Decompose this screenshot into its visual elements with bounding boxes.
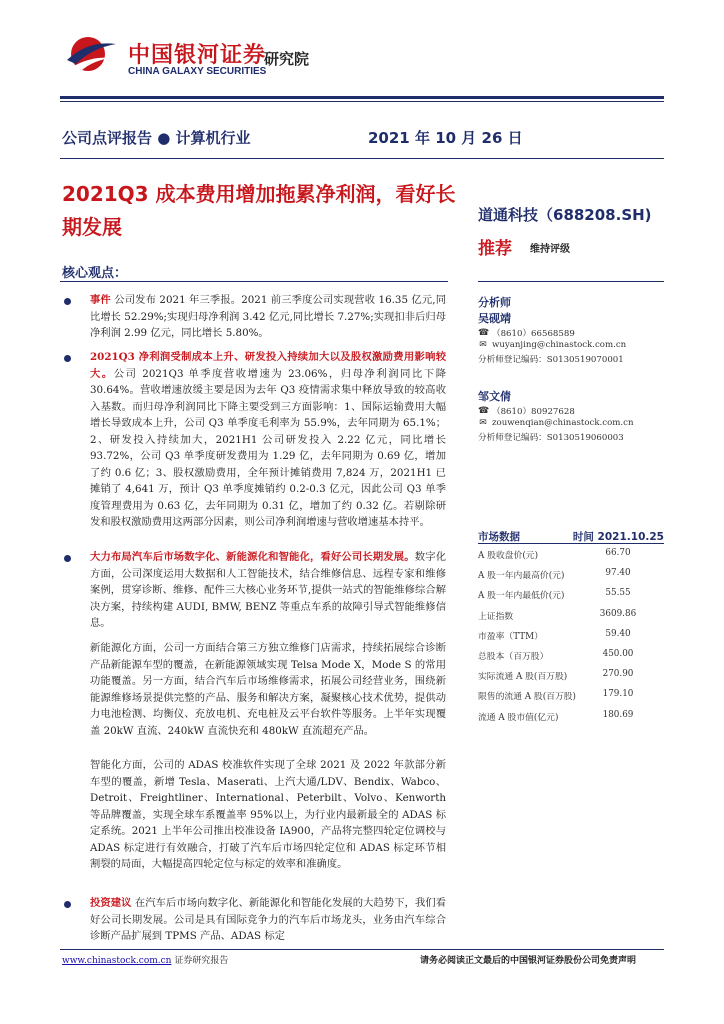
- report-type: 公司点评报告 ● 计算机行业: [62, 129, 251, 147]
- phone-icon: ☎: [478, 328, 490, 338]
- market-row: [478, 669, 664, 688]
- analyst-email: ✉ wuyanjing@chinastock.com.cn: [479, 340, 627, 350]
- market-row-label: A 股一年内最高价(元): [478, 571, 565, 582]
- phone-icon: ☎: [478, 406, 490, 416]
- market-row: [478, 548, 664, 567]
- analyst-email: ✉ zouwenqian@chinastock.com.cn: [479, 418, 634, 428]
- bullet-icon: [64, 298, 71, 305]
- market-row-label: 总股本（百万股）: [478, 652, 549, 662]
- market-row-label: A 股收盘价(元): [478, 551, 538, 561]
- market-row-label: A 股一年内最低价(元): [478, 591, 565, 602]
- market-row-value: 180.69: [602, 709, 634, 720]
- header-rule-thin: [60, 101, 664, 102]
- stock-name: 道通科技（688208.SH): [478, 206, 652, 224]
- market-row-value: 179.10: [602, 689, 634, 700]
- market-data-title: 市场数据: [478, 531, 520, 543]
- point-invest: 投资建议 在汽车后市场向数字化、新能源化和智能化发展的大趋势下，我们看好公司长期发展。公司是具有国际竞争力的汽车后市场龙头，业务由汽车综合诊断产品扩展到 TPMS 产品、ADAS 标定: [90, 897, 446, 942]
- market-row-label: 上证指数: [478, 611, 514, 622]
- market-row-value: 450.00: [602, 649, 634, 659]
- brand-name-en: CHINA GALAXY SECURITIES: [128, 66, 267, 77]
- market-row: [478, 568, 664, 587]
- analyst-name: 吴砚靖: [478, 312, 511, 325]
- research-dept: 研究院: [264, 50, 310, 68]
- brand-name-cn: 中国银河证券: [128, 43, 267, 68]
- market-divider: [478, 543, 664, 544]
- email-icon: ✉: [479, 418, 487, 428]
- market-row: [478, 609, 664, 628]
- market-row-value: 97.40: [605, 568, 631, 579]
- core-views-label: 核心观点：: [62, 266, 128, 281]
- market-row: [478, 629, 664, 648]
- market-row-label: 市盈率（TTM）: [478, 631, 543, 642]
- core-divider: [60, 281, 448, 282]
- market-row-label: 实际流通 A 股(百万股): [478, 672, 568, 683]
- analyst-reg: 分析师登记编码：S0130519070001: [478, 355, 624, 365]
- point-layout: 大力布局汽车后市场数字化、新能源化和智能化，看好公司长期发展。数字化方面，公司深度运用大数据和人工智能技术，结合维修信息、远程专家和维修案例，贯穿诊断、维修、配件三大核心业务环节,提供一站式的智能维修综合解决方案，持续构建 AUDI, BMW, BENZ 等重点车系的故障引导式智能维修信息。: [90, 551, 446, 629]
- sidebar-divider: [478, 281, 664, 282]
- market-row: [478, 710, 664, 729]
- market-row-value: 66.70: [605, 548, 631, 558]
- footer-disclaimer: 请务必阅读正文最后的中国银河证券股份公司免责声明: [420, 956, 637, 966]
- market-row-label: 流通 A 股市值(亿元): [478, 712, 559, 723]
- analyst-phone: ☎ （8610）80927628: [478, 406, 575, 417]
- analyst-reg: 分析师登记编码：S0130519060003: [478, 433, 624, 443]
- market-row-value: 59.40: [605, 628, 631, 639]
- analyst-phone: ☎ （8610）66568589: [478, 328, 575, 339]
- footer-left: www.chinastock.com.cn 证券研究报告: [62, 956, 229, 966]
- point-new-energy: 新能源化方面，公司一方面结合第三方独立维修门店需求，持续拓展综合诊断产品新能源车型的覆盖，在新能源领域实现 Telsa Mode X，Mode S 的常用功能覆盖。另一方面，结合汽车后市场维修需求，拓展公司经营业务，围绕新能源维修场景提供完整的产品、服务和解决方案，凝聚核心技术优势，提供动力电池检测、均衡仪、充放电机、充电桩及云平台软件等服务。上半年实现覆盖 20kW 直流、240kW 直流快充和 480kW 直流超充产品。: [90, 642, 446, 737]
- report-date: 2021 年 10 月 26 日: [368, 129, 523, 147]
- analyst-heading: 分析师: [478, 296, 511, 309]
- email-icon: ✉: [479, 340, 487, 350]
- market-row-value: 55.55: [605, 588, 631, 599]
- market-row-value: 270.90: [602, 669, 634, 680]
- market-data-header: [478, 529, 664, 544]
- bullet-icon: [64, 901, 71, 908]
- market-row: [478, 689, 664, 708]
- footer-rule: [60, 949, 664, 950]
- report-title: 2021Q3 成本费用增加拖累净利润，看好长期发展: [62, 182, 456, 239]
- market-row: [478, 649, 664, 668]
- market-data-time: 时间 2021.10.25: [572, 531, 664, 543]
- point-intelligent: 智能化方面，公司的 ADAS 校准软件实现了全球 2021 及 2022 年款部分新车型的覆盖，新增 Tesla、Maserati、上汽大通/LDV、Bendix、Wabco、Detroit、Freightliner、International、Peterbilt、Volvo、Kenworth 等品牌覆盖，实现全球车系覆盖率 95%以上，为行业内最新最全的 ADAS 标定系统。2021 上半年公司推出校准设备 IA900，产品将完整四轮定位调校与 ADAS 标定进行有效融合，打破了汽车后市场四轮定位和 ADAS 标定环节相割裂的局面，大幅提高四轮定位与标定的效率和准确度。: [90, 759, 446, 870]
- bullet-icon: [64, 555, 71, 562]
- header-rule-top: [60, 96, 664, 99]
- point-event: 事件 公司发布 2021 年三季报。2021 前三季度公司实现营收 16.35 亿元,同比增长 52.29%;实现归母净利润 3.42 亿元,同比增长 7.27%;实现扣非后归母净利润 2.99 亿元，同比增长 5.80%。: [90, 294, 446, 339]
- market-row: [478, 588, 664, 607]
- analyst-name: 邹文倩: [478, 390, 511, 403]
- rating-note: 维持评级: [530, 244, 570, 255]
- market-row-value: 3609.86: [599, 608, 637, 619]
- footer-link[interactable]: www.chinastock.com.cn: [62, 956, 172, 966]
- header-rule-bottom: [60, 158, 664, 159]
- galaxy-logo: [62, 34, 120, 74]
- rating: 推荐: [478, 239, 512, 259]
- bullet-icon: [64, 355, 71, 362]
- point-q3: 2021Q3 净利润受制成本上升、研发投入持续加大以及股权激励费用影响较大。公司 2021Q3 单季度营收增速为 23.06%，归母净利润同比下降 30.64%。营收增速放缓主要是因为去年 Q3 疫情需求集中释放导致的较高收入基数。而归母净利润同比下降主要受到三方面影响：1、国际运输费用大幅增长导致成本上升，公司 Q3 单季度毛利率为 55.9%，去年同期为 65.1%；2、研发投入持续加大，2021H1 公司研发投入 2.22 亿元，同比增长 93.72%，公司 Q3 单季度研发费用为 1.29 亿，去年同期为 0.69 亿，增加了约 0.6 亿；3、股权激励费用，全年预计摊销费用 7,824 万，2021H1 已摊销了 4,641 万，预计 Q3 单季度摊销约 0.2-0.3 亿元，因此公司 Q3 单季度管理费用为 0.63 亿，去年同期为 0.31 亿，增加了约 0.32 亿。若剔除研发和股权激励费用这两部分因素，则公司净利润增速与营收增速基本持平。: [90, 351, 447, 528]
- market-row-label: 限售的流通 A 股(百万股): [478, 692, 576, 703]
